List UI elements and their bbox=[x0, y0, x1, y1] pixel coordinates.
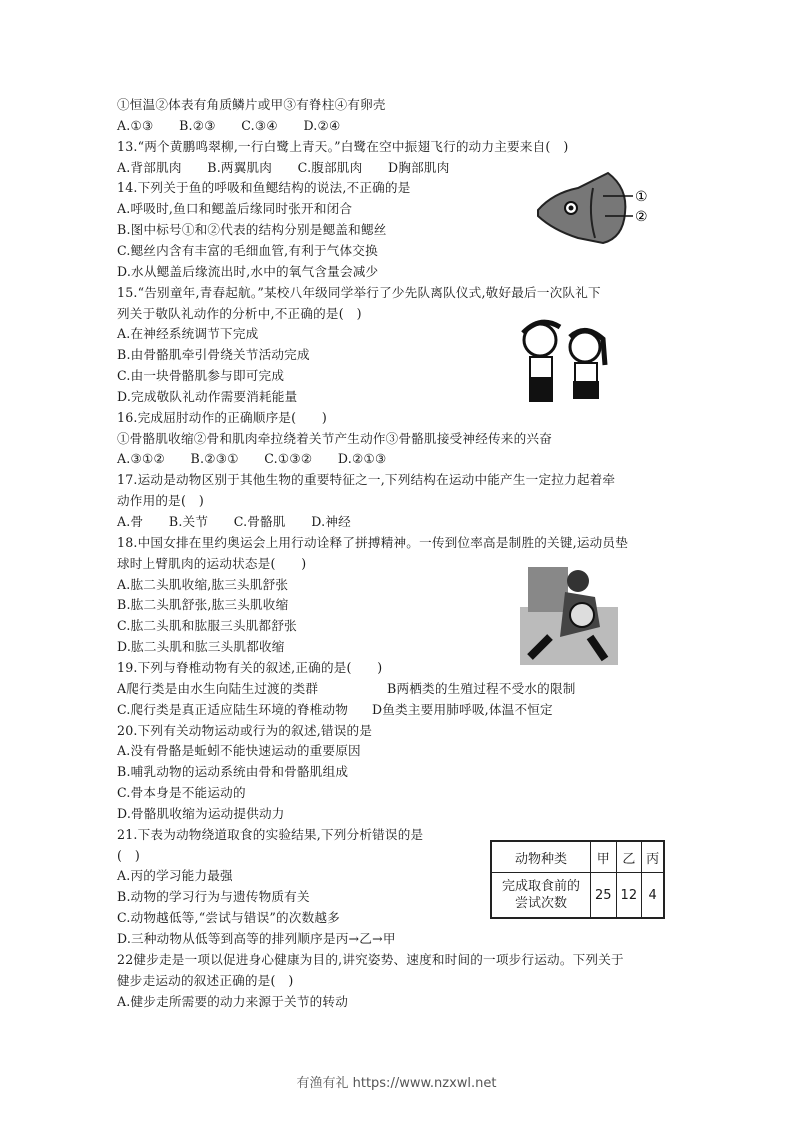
line-text: ( ) bbox=[117, 847, 141, 863]
text-line bbox=[117, 994, 348, 1010]
text-line bbox=[117, 264, 378, 280]
line-text: A.呼吸时,鱼口和鳃盖后缘同时张开和闭合 bbox=[117, 201, 353, 217]
text-line bbox=[117, 764, 348, 780]
text-line bbox=[117, 243, 378, 259]
text-line bbox=[117, 577, 288, 593]
line-text: B.动物的学习行为与遗传物质有关 bbox=[117, 889, 310, 905]
fish-label-2: ② bbox=[635, 209, 648, 225]
line-text: D.骨骼肌收缩为运动提供动力 bbox=[117, 805, 285, 821]
table-value-bing: 4 bbox=[642, 873, 665, 919]
text-line bbox=[117, 597, 288, 613]
line-text: D.三种动物从低等到高等的排列顺序是丙→乙→甲 bbox=[117, 931, 396, 946]
text-line bbox=[117, 701, 553, 718]
line-text: D.肱二头肌和肱三头肌都收缩 bbox=[117, 639, 285, 655]
text-line bbox=[117, 493, 204, 509]
line-text: 18.中国女排在里约奥运会上用行动诠释了拼搏精神。一传到位率高是制胜的关键,运动员垫 bbox=[117, 534, 628, 550]
text-line bbox=[117, 222, 387, 238]
line-text: A爬行类是由水生向陆生过渡的类群 bbox=[117, 680, 319, 696]
line-text: A.骨 B.关节 C.骨骼肌 D.神经 bbox=[117, 514, 351, 529]
text-line bbox=[117, 535, 628, 551]
line-text: C.由一块骨骼肌参与即可完成 bbox=[117, 368, 285, 384]
line-text: C.鳃丝内含有丰富的毛细血管,有利于气体交换 bbox=[117, 242, 378, 258]
text-line bbox=[117, 180, 411, 196]
line-text: 14.下列关于鱼的呼吸和鱼鳃结构的说法,不正确的是 bbox=[117, 180, 411, 196]
text-line bbox=[117, 347, 310, 363]
table-row-label: 完成取食前的尝试次数 bbox=[491, 873, 591, 919]
text-line bbox=[117, 743, 361, 759]
text-line bbox=[117, 139, 568, 155]
table-header-animal: 动物种类 bbox=[491, 841, 591, 873]
line-text: 健步走运动的叙述正确的是( ) bbox=[117, 972, 294, 988]
text-line bbox=[117, 514, 351, 530]
text-line bbox=[117, 118, 340, 134]
line-text: ①骨骼肌收缩②骨和肌肉牵拉绕着关节产生动作③骨骼肌接受神经传来的兴奋 bbox=[117, 430, 552, 446]
line-text: A.丙的学习能力最强 bbox=[117, 868, 233, 884]
text-line bbox=[117, 639, 285, 655]
table-header-yi: 乙 bbox=[616, 841, 642, 873]
line-text: 21.下表为动物绕道取食的实验结果,下列分析错误的是 bbox=[117, 826, 424, 842]
line-text: 17.运动是动物区别于其他生物的重要特征之一,下列结构在运动中能产生一定拉力起着牵 bbox=[117, 472, 616, 488]
volleyball-player-figure bbox=[520, 567, 618, 665]
line-text: B.哺乳动物的运动系统由骨和骨骼肌组成 bbox=[117, 764, 349, 780]
text-line bbox=[117, 785, 246, 801]
experiment-table bbox=[490, 840, 665, 919]
line-text-right-column: B两栖类的生殖过程不受水的限制 bbox=[387, 680, 576, 696]
line-text: A.没有骨骼是蚯蚓不能快速运动的重要原因 bbox=[117, 743, 361, 759]
text-line bbox=[117, 660, 382, 676]
text-line bbox=[117, 973, 294, 989]
line-text: 22健步走是一项以促进身心健康为目的,讲究姿势、速度和时间的一项步行运动。下列关于 bbox=[117, 951, 624, 967]
text-line bbox=[117, 889, 310, 905]
text-line bbox=[117, 451, 386, 467]
table-header-jia: 甲 bbox=[591, 841, 617, 873]
text-line bbox=[117, 368, 284, 384]
table-value-jia: 25 bbox=[591, 873, 617, 919]
table-header-bing: 丙 bbox=[642, 841, 665, 873]
text-line bbox=[117, 160, 450, 176]
text-line bbox=[117, 931, 396, 947]
text-line bbox=[117, 556, 306, 572]
line-text: 动作用的是( ) bbox=[117, 493, 204, 509]
line-text: 20.下列有关动物运动或行为的叙述,错误的是 bbox=[117, 722, 373, 738]
text-line bbox=[117, 868, 233, 884]
line-text-right-column: D鱼类主要用肺呼吸,体温不恒定 bbox=[372, 701, 553, 717]
line-text: A.③①② B.②③① C.①③② D.②①③ bbox=[117, 451, 387, 467]
text-line bbox=[117, 97, 386, 113]
text-line bbox=[117, 410, 327, 426]
line-text: 球时上臂肌肉的运动状态是( ) bbox=[117, 555, 307, 571]
text-line bbox=[117, 389, 297, 405]
text-line bbox=[117, 431, 552, 447]
line-text: A.健步走所需要的动力来源于关节的转动 bbox=[117, 993, 348, 1009]
line-text: D.完成敬队礼动作需要消耗能量 bbox=[117, 388, 298, 404]
line-text: C.动物越低等,“尝试与错误”的次数越多 bbox=[117, 910, 340, 926]
fish-label-1: ① bbox=[635, 189, 648, 205]
line-text: A.肱二头肌收缩,肱三头肌舒张 bbox=[117, 576, 289, 592]
line-text: C.骨本身是不能运动的 bbox=[117, 785, 246, 801]
text-line bbox=[117, 618, 297, 634]
line-text: 16.完成屈肘动作的正确顺序是( ) bbox=[117, 409, 327, 425]
text-line bbox=[117, 326, 258, 342]
line-text: B.由骨骼肌牵引骨绕关节活动完成 bbox=[117, 347, 310, 363]
table-value-yi: 12 bbox=[616, 873, 642, 919]
footer-watermark: 有渔有礼 https://www.nzxwl.net bbox=[296, 1076, 497, 1091]
text-line bbox=[117, 806, 285, 822]
line-text: A.在神经系统调节下完成 bbox=[117, 326, 259, 342]
text-line bbox=[117, 680, 576, 697]
line-text: 19.下列与脊椎动物有关的叙述,正确的是( ) bbox=[117, 659, 383, 675]
text-line bbox=[117, 952, 624, 968]
line-text: C.肱二头肌和肱服三头肌都舒张 bbox=[117, 618, 297, 634]
line-text: D.水从鳃盖后缘流出时,水中的氧气含量会减少 bbox=[117, 263, 379, 279]
students-saluting-figure bbox=[515, 315, 615, 410]
text-line bbox=[117, 723, 372, 739]
text-line bbox=[117, 827, 423, 843]
line-text: ①恒温②体表有角质鳞片或甲③有脊柱④有卵壳 bbox=[117, 97, 386, 112]
text-line bbox=[117, 910, 340, 926]
line-text: 13.“两个黄鹏鸣翠柳,一行白鹭上青天。”白鹭在空中振翅飞行的动力主要来自( ) bbox=[117, 138, 569, 154]
line-text: B.图中标号①和②代表的结构分别是鳃盖和鳃丝 bbox=[117, 222, 387, 238]
text-line bbox=[117, 201, 352, 217]
text-line bbox=[117, 472, 615, 488]
text-line bbox=[117, 306, 362, 322]
fish-head-figure bbox=[533, 168, 663, 248]
line-text: A.①③ B.②③ C.③④ D.②④ bbox=[117, 117, 341, 133]
line-text: B.肱二头肌舒张,肱三头肌收缩 bbox=[117, 597, 289, 613]
line-text: 15.“告别童年,青春起航。”某校八年级同学举行了少先队离队仪式,敬好最后一次队礼下 bbox=[117, 284, 601, 300]
text-line bbox=[117, 848, 140, 864]
text-line bbox=[117, 285, 601, 301]
line-text: 列关于敬队礼动作的分析中,不正确的是( ) bbox=[117, 305, 362, 321]
line-text: C.爬行类是真正适应陆生环境的脊椎动物 bbox=[117, 701, 349, 717]
line-text: A.背部肌肉 B.两翼肌肉 C.腹部肌肉 D胸部肌肉 bbox=[117, 159, 450, 175]
